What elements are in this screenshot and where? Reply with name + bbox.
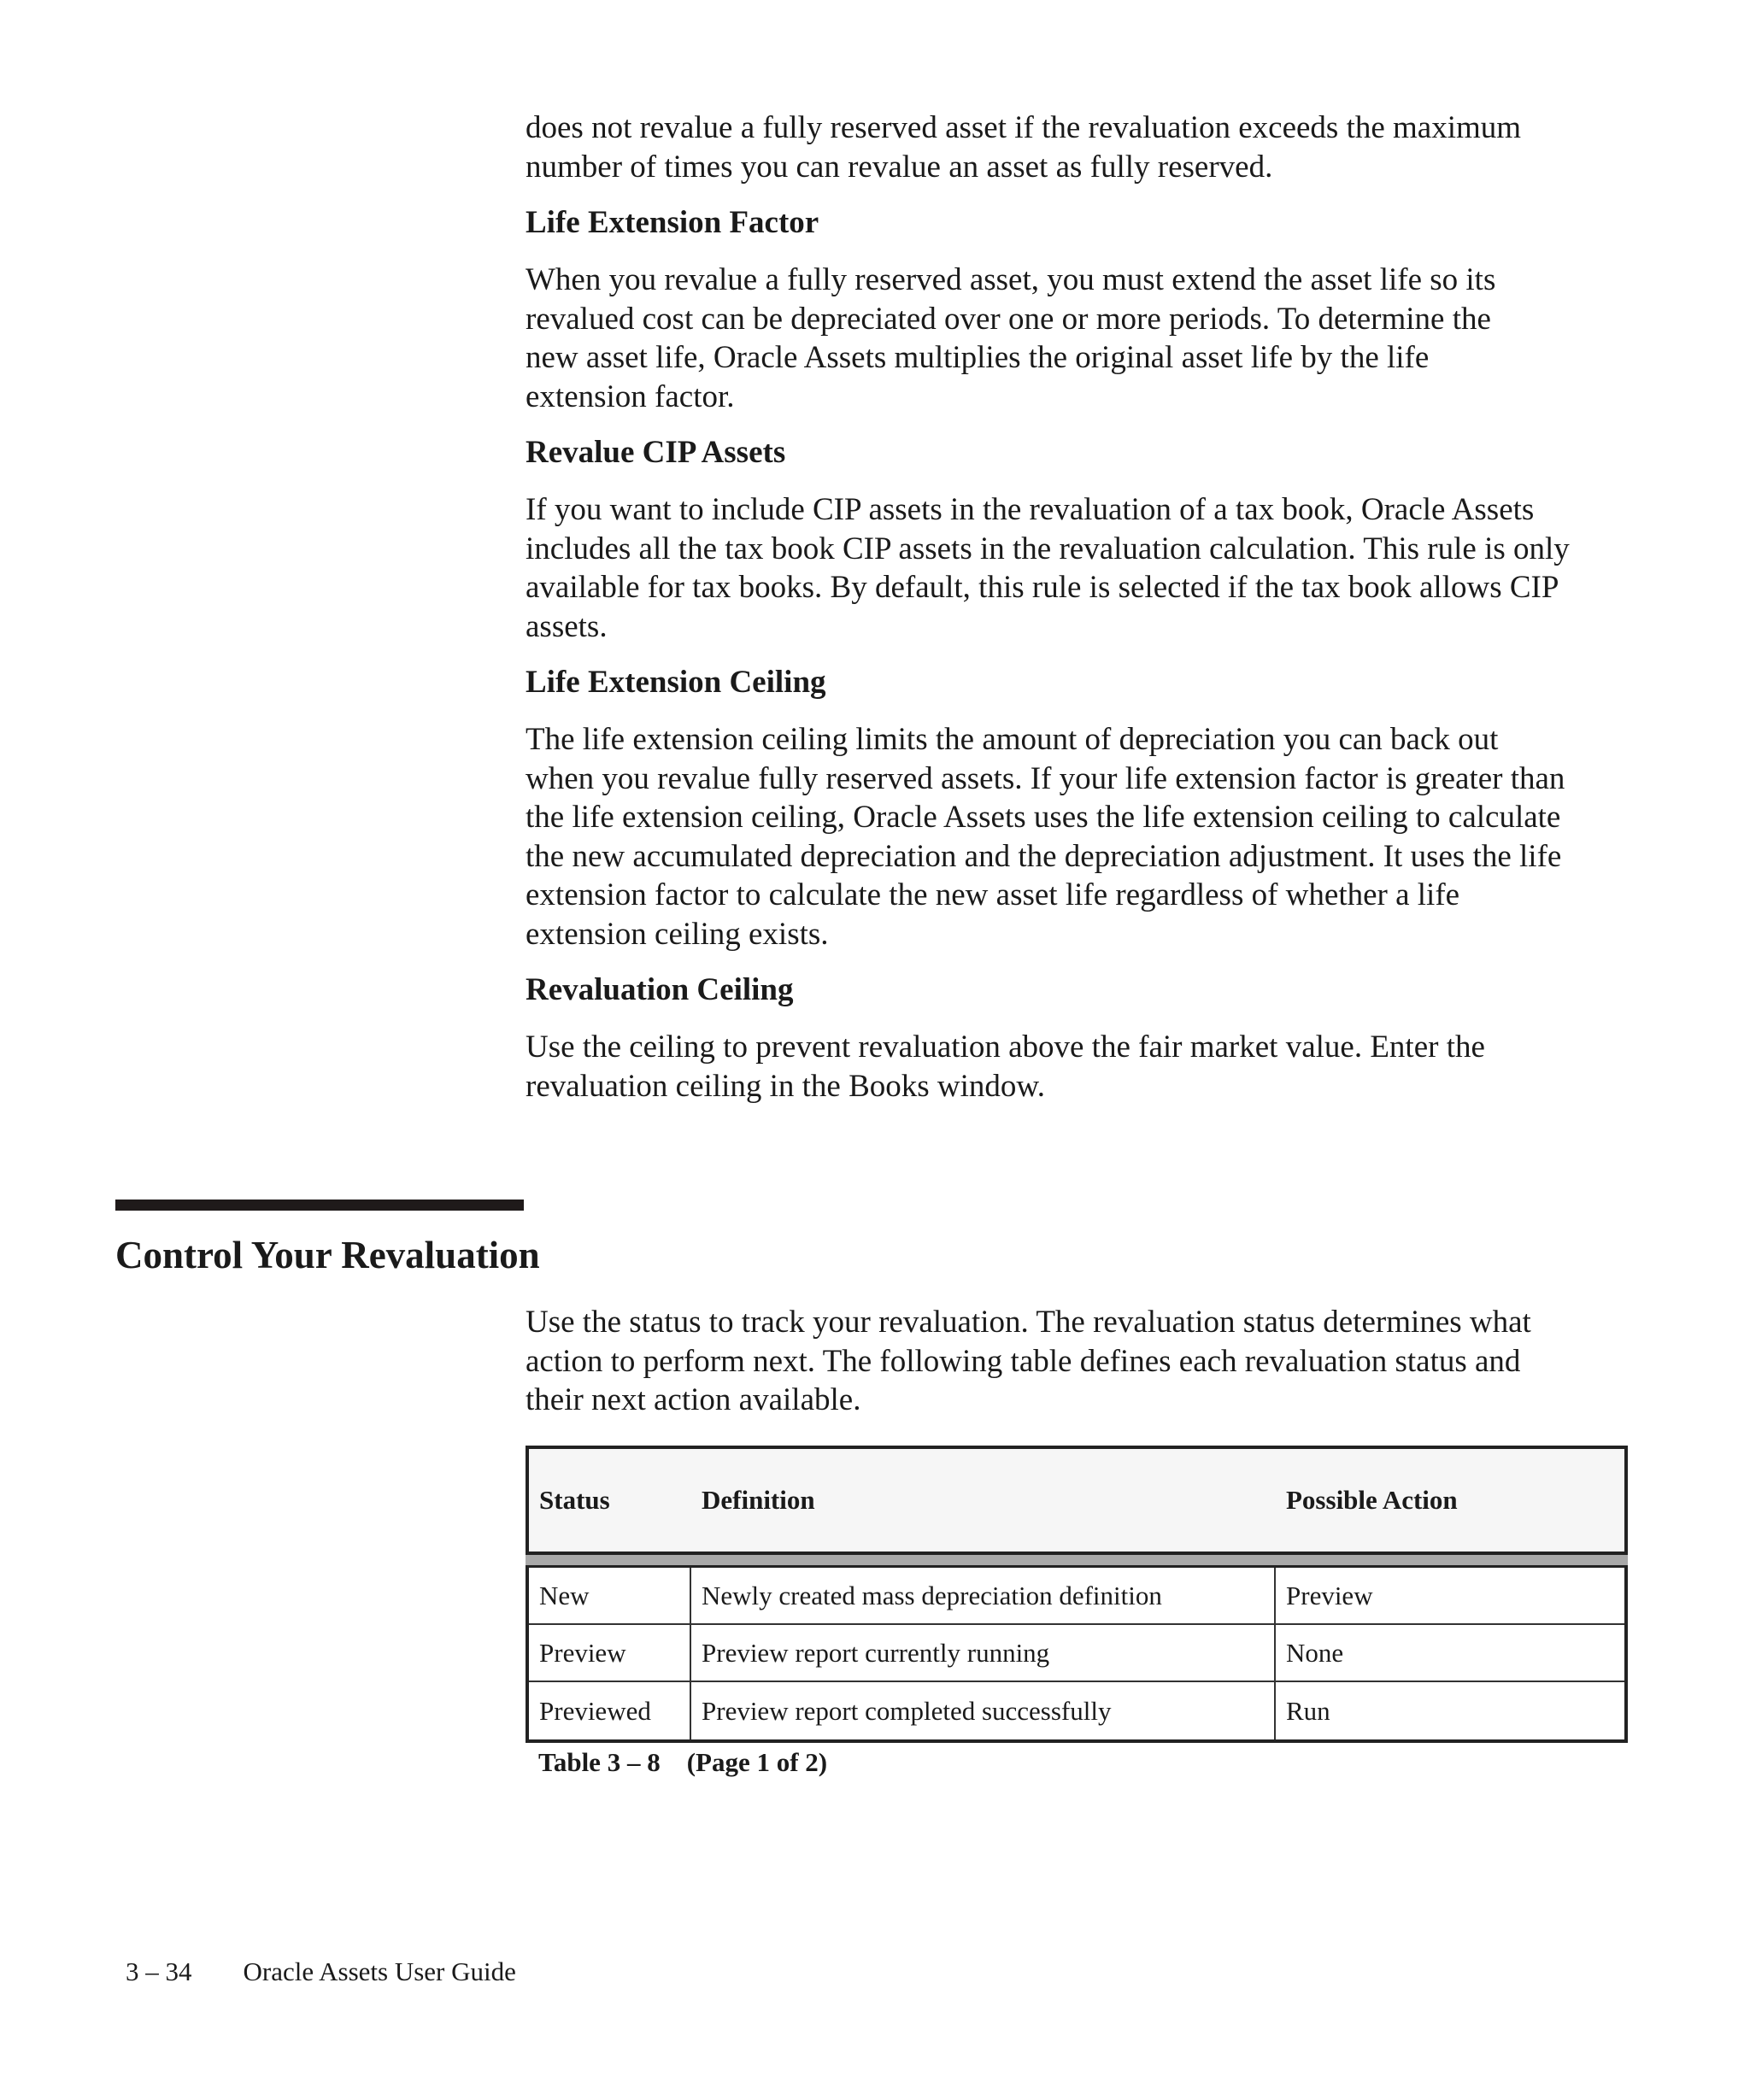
table-header-status: Status — [539, 1485, 610, 1515]
table-caption: Table 3 – 8 (Page 1 of 2) — [538, 1747, 828, 1777]
top-text-block — [526, 109, 1636, 1106]
table-cell-possible-action: Run — [1286, 1695, 1330, 1726]
guide-title: Oracle Assets User Guide — [243, 1956, 516, 1986]
table-cell-possible-action: None — [1286, 1637, 1344, 1668]
table-cell-possible-action: Preview — [1286, 1580, 1373, 1610]
table-row — [529, 1682, 1624, 1739]
paragraph-revaluation-ceiling: Use the ceiling to prevent revaluation above the fair market value. Enter the revaluation ceiling in the Books window. — [526, 1029, 1485, 1104]
continuation-paragraph: does not revalue a fully reserved asset if the revaluation exceeds the maximum number of times you can revalue an asset as fully reserved. — [526, 110, 1522, 185]
table-header-shadow — [526, 1555, 1628, 1565]
page-footer — [126, 1956, 516, 1987]
status-table — [526, 1446, 1628, 1743]
control-intro-block — [526, 1303, 1636, 1420]
paragraph-life-extension-ceiling: The life extension ceiling limits the amount of depreciation you can back out when you revalue fully reserved assets. If your life extension factor is greater than the life extension ceiling, Oracle Assets uses the life extension ceiling to calculate the new accumulated depreciation and the depreciation adjustment. It uses the life extension factor to calculate the new asset life regardless of whether a life extension ceiling exists. — [526, 722, 1565, 952]
table-cell-definition: Preview report completed successfully — [691, 1682, 1276, 1739]
section-rule — [115, 1200, 524, 1211]
page-number: 3 – 34 — [126, 1956, 192, 1986]
table-row — [529, 1625, 1624, 1682]
control-intro-paragraph: Use the status to track your revaluation. The revaluation status determines what action to perform next. The following table defines each revaluation status and their next action available. — [526, 1305, 1531, 1417]
table-header-possible-action: Possible Action — [1286, 1485, 1458, 1515]
table-cell-status: Preview — [529, 1625, 691, 1681]
table-cell-status: New — [529, 1568, 691, 1623]
table-cell-definition: Newly created mass depreciation definition — [691, 1568, 1276, 1623]
table-cell-status: Previewed — [529, 1682, 691, 1739]
table-body — [526, 1565, 1628, 1743]
table-header-row — [526, 1446, 1628, 1555]
heading-revaluation-ceiling: Revaluation Ceiling — [526, 972, 794, 1007]
heading-life-extension-ceiling: Life Extension Ceiling — [526, 665, 826, 700]
section-title: Control Your Revaluation — [115, 1234, 540, 1276]
heading-revalue-cip-assets: Revalue CIP Assets — [526, 435, 786, 470]
table-cell-definition: Preview report currently running — [691, 1625, 1276, 1681]
table-row — [529, 1568, 1624, 1625]
heading-life-extension-factor: Life Extension Factor — [526, 205, 819, 240]
table-header-definition: Definition — [702, 1485, 815, 1515]
paragraph-revalue-cip-assets: If you want to include CIP assets in the revaluation of a tax book, Oracle Assets includes all the tax book CIP assets in the revaluation calculation. This rule is only available for tax books. By default, this rule is selected if the tax book allows CIP assets. — [526, 492, 1570, 644]
paragraph-life-extension-factor: When you revalue a fully reserved asset, you must extend the asset life so its revalued cost can be depreciated over one or more periods. To determine the new asset life, Oracle Assets multiplies the original asset life by the life extension factor. — [526, 262, 1496, 414]
